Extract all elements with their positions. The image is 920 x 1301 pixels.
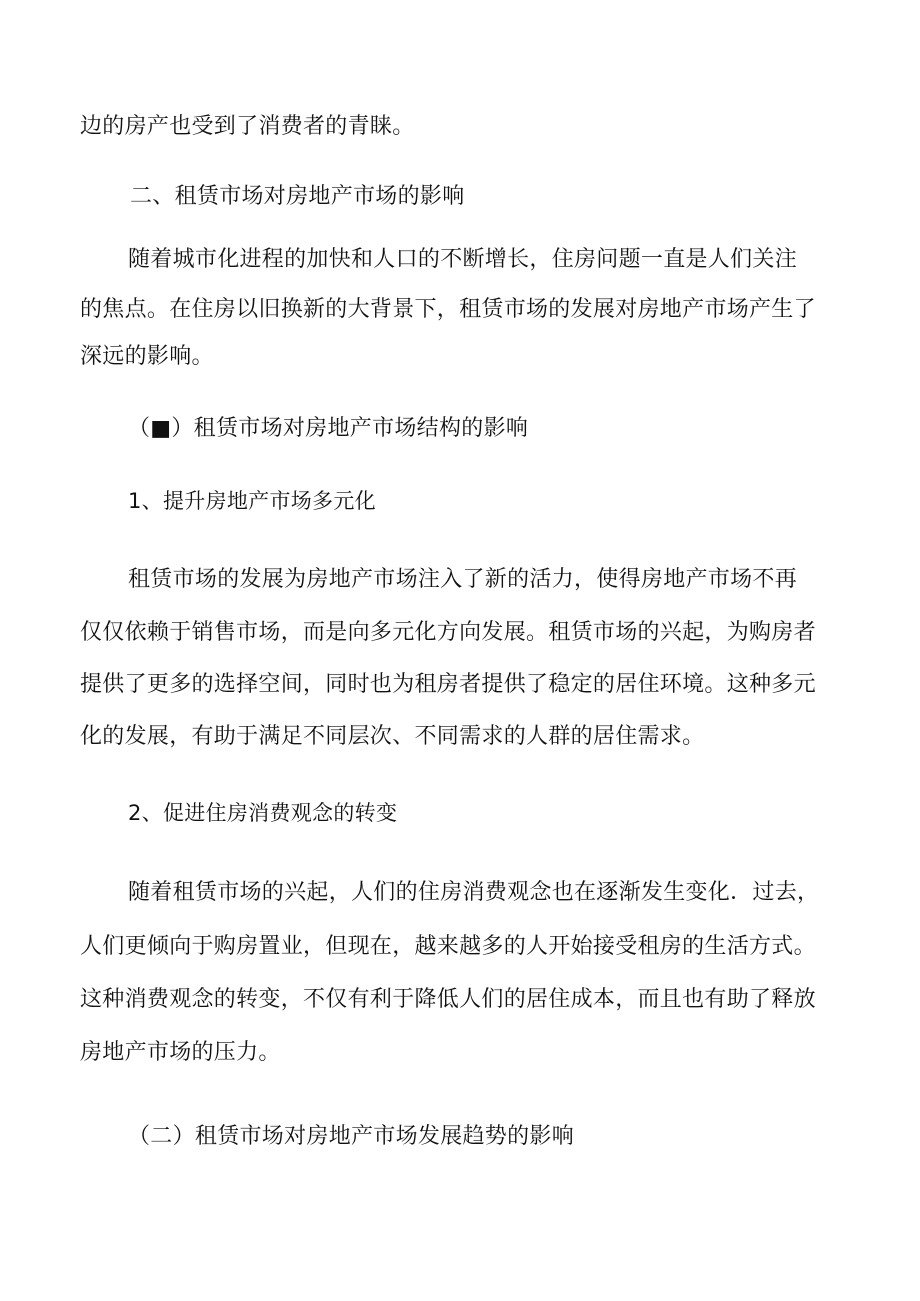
paragraph-line: 提供了更多的选择空间，同时也为租房者提供了稳定的居住环境。这种多元 bbox=[80, 672, 816, 697]
subsection-heading: （■）租赁市场对房地产市场结构的影响 bbox=[128, 416, 529, 441]
paragraph-line: 房地产市场的压力。 bbox=[80, 1040, 281, 1065]
point-heading: 2、促进住房消费观念的转变 bbox=[128, 801, 398, 825]
continuation-line: 边的房产也受到了消费者的青睐。 bbox=[80, 114, 415, 139]
subsection-heading: （二）租赁市场对房地产市场发展趋势的影响 bbox=[128, 1124, 575, 1149]
paragraph-line: 深远的影响。 bbox=[80, 344, 214, 369]
paragraph-line: 人们更倾向于购房置业，但现在，越来越多的人开始接受租房的生活方式。 bbox=[80, 934, 816, 959]
paragraph-line: 仅仅依赖于销售市场，而是向多元化方向发展。租赁市场的兴起，为购房者 bbox=[80, 620, 816, 645]
paragraph-line: 随着租赁市场的兴起，人们的住房消费观念也在逐渐发生变化．过去， bbox=[128, 880, 820, 905]
paragraph-line: 租赁市场的发展为房地产市场注入了新的活力，使得房地产市场不再 bbox=[128, 567, 798, 592]
paragraph-line: 随着城市化进程的加快和人口的不断增长，住房问题一直是人们关注 bbox=[128, 247, 798, 272]
point-heading: 1、提升房地产市场多元化 bbox=[128, 489, 376, 513]
paragraph-line: 化的发展，有助于满足不同层次、不同需求的人群的居住需求。 bbox=[80, 724, 705, 749]
section-heading: 二、租赁市场对房地产市场的影响 bbox=[130, 184, 465, 209]
paragraph-line: 这种消费观念的转变，不仅有利于降低人们的居住成本，而且也有助了释放 bbox=[80, 987, 816, 1012]
paragraph-line: 的焦点。在住房以旧换新的大背景下，租赁市场的发展对房地产市场产生了 bbox=[80, 297, 816, 322]
